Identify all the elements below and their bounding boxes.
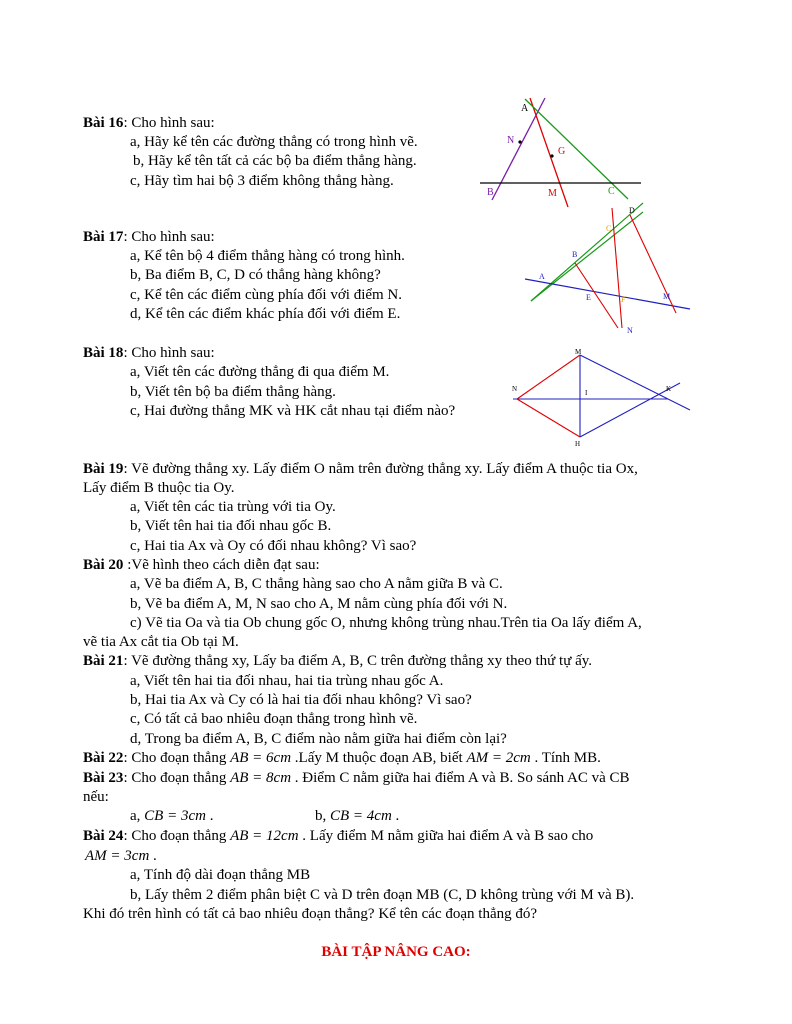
fig16-label-M: M (548, 188, 557, 199)
bai21-number: Bài 21 (83, 653, 124, 669)
fig16-label-C: C (608, 186, 615, 197)
fig16-label-N: N (507, 135, 515, 146)
bai20-question (83, 556, 320, 574)
bai19-line1 (83, 460, 638, 478)
bai23-part-b-math: CB = 4cm (330, 808, 392, 824)
bai23-question (83, 769, 630, 787)
bai21-part-c: c, Có tất cả bao nhiêu đoạn thẳng trong hình vẽ. (130, 711, 418, 727)
fig17-label-F: F (621, 295, 626, 304)
bai23-number: Bài 23 (83, 770, 124, 786)
bai22-math2: AM = 2cm (466, 750, 531, 766)
bai16-part-a: a, Hãy kể tên các đường thẳng có trong hình vẽ. (130, 134, 418, 150)
bai24-part-a: a, Tính độ dài đoạn thẳng MB (130, 867, 311, 883)
bai23-part-b (315, 807, 399, 825)
bai19-part-c: c, Hai tia Ax và Oy có đối nhau không? Vì sao? (130, 538, 417, 554)
bai22-text2: .Lấy M thuộc đoạn AB, biết (291, 750, 467, 766)
bai20-part-a: a, Vẽ ba điểm A, B, C thẳng hàng sao cho A nằm giữa B và C. (130, 576, 503, 592)
bai20-intro: :Vẽ hình theo cách diễn đạt sau: (123, 557, 320, 573)
fig17-label-A: A (539, 272, 545, 281)
bai20-number: Bài 20 (83, 557, 124, 573)
bai23-math1: AB = 8cm (230, 770, 292, 786)
fig17-label-N: N (627, 326, 633, 335)
bai22-text1: : Cho đoạn thẳng (123, 750, 231, 766)
bai23-part-b-label: b, (315, 808, 330, 824)
bai23-part-a-math: CB = 3cm (144, 808, 206, 824)
bai17-question (83, 228, 215, 246)
bai23-part-a (130, 807, 213, 825)
bai16-number: Bài 16 (83, 115, 124, 131)
bai23-part-b-end: . (391, 808, 400, 824)
bai21-intro: : Vẽ đường thẳng xy, Lấy ba điểm A, B, C trên đường thẳng xy theo thứ tự ấy. (123, 653, 593, 669)
bai24-question (83, 827, 593, 845)
bai24-math2: AM = 3cm (85, 848, 150, 864)
bai22-math1: AB = 6cm (230, 750, 292, 766)
fig17-label-B: B (572, 250, 578, 259)
bai23-text2: . Điểm C nằm giữa hai điểm A và B. So sánh AC và CB (291, 770, 630, 786)
bai16-question (83, 114, 215, 132)
bai22-number: Bài 22 (83, 750, 124, 766)
bai16-figure (475, 95, 650, 205)
bai24-math1: AB = 12cm (230, 828, 299, 844)
bai24-number: Bài 24 (83, 828, 124, 844)
bai24-text1: : Cho đoạn thẳng (123, 828, 231, 844)
fig16-label-A: A (521, 103, 529, 114)
bai17-intro: : Cho hình sau: (123, 229, 215, 245)
fig17-label-C: C (606, 224, 612, 233)
bai24-closing: Khi đó trên hình có tất cả bao nhiêu đoạn thẳng? Kể tên các đoạn thẳng đó? (83, 906, 538, 922)
bai21-part-b: b, Hai tia Ax và Cy có là hai tia đối nhau không? Vì sao? (130, 692, 472, 708)
bai21-question (83, 652, 592, 670)
bai23-line2: nếu: (83, 789, 109, 805)
bai24-text3: . (149, 848, 157, 864)
bai17-figure (518, 203, 698, 338)
bai16-part-b: b, Hãy kể tên tất cả các bộ ba điểm thẳng hàng. (133, 153, 417, 169)
bai23-part-a-label: a, (130, 808, 145, 824)
bai18-part-c: c, Hai đường thẳng MK và HK cắt nhau tại điểm nào? (130, 403, 456, 419)
fig17-label-D: D (629, 206, 635, 215)
bai22-text3: . Tính MB. (530, 750, 601, 766)
bai23-text1: : Cho đoạn thẳng (123, 770, 231, 786)
fig17-label-M: M (663, 292, 671, 301)
bai17-part-d: d, Kể tên các điểm khác phía đối với điểm E. (130, 306, 401, 322)
bai18-part-b: b, Viết tên bộ ba điểm thẳng hàng. (130, 384, 336, 400)
fig18-label-M: M (575, 348, 582, 356)
bai22-question (83, 749, 601, 767)
bai23-part-a-end: . (205, 808, 214, 824)
bai19-part-a: a, Viết tên các tia trùng với tia Oy. (130, 499, 336, 515)
bai17-part-b: b, Ba điểm B, C, D có thẳng hàng không? (130, 267, 381, 283)
bai20-part-b: b, Vẽ ba điểm A, M, N sao cho A, M nằm cùng phía đối với N. (130, 596, 508, 612)
bai24-part-b: b, Lấy thêm 2 điểm phân biệt C và D trên đoạn MB (C, D không trùng với M và B). (130, 887, 635, 903)
fig18-label-I: I (585, 389, 588, 397)
bai20-part-c-cont: vẽ tia Ax cắt tia Ob tại M. (83, 634, 239, 650)
bai17-number: Bài 17 (83, 229, 124, 245)
bai19-line2: Lấy điểm B thuộc tia Oy. (83, 480, 235, 496)
bai18-figure (505, 345, 695, 450)
fig18-label-N: N (512, 385, 518, 393)
bai16-intro: : Cho hình sau: (123, 115, 215, 131)
bai17-part-c: c, Kể tên các điểm cùng phía đối với điểm N. (130, 287, 403, 303)
fig18-label-K: K (666, 385, 672, 393)
fig16-label-G: G (558, 146, 566, 157)
bai21-part-d: d, Trong ba điểm A, B, C điểm nào nằm giữa hai điểm còn lại? (130, 731, 507, 747)
bai21-part-a: a, Viết tên hai tia đối nhau, hai tia trùng nhau gốc A. (130, 673, 444, 689)
bai19-part-b: b, Viết tên hai tia đối nhau gốc B. (130, 518, 332, 534)
bai17-part-a: a, Kể tên bộ 4 điểm thẳng hàng có trong hình. (130, 248, 405, 264)
bai19-text1: : Vẽ đường thẳng xy. Lấy điểm O nằm trên đường thẳng xy. Lấy điểm A thuộc tia Ox, (123, 461, 638, 477)
bai20-part-c: c) Vẽ tia Oa và tia Ob chung gốc O, nhưng không trùng nhau.Trên tia Oa lấy điểm A, (130, 615, 642, 631)
bai24-text2: . Lấy điểm M nằm giữa hai điểm A và B sao cho (298, 828, 594, 844)
fig18-label-H: H (575, 440, 581, 448)
bai18-part-a: a, Viết tên các đường thẳng đi qua điểm M. (130, 364, 390, 380)
bai16-part-c: c, Hãy tìm hai bộ 3 điểm không thẳng hàng. (130, 173, 394, 189)
fig16-label-B: B (487, 187, 494, 198)
advanced-exercises-heading: BÀI TẬP NÂNG CAO: (321, 944, 471, 960)
fig17-label-E: E (586, 293, 591, 302)
bai18-number: Bài 18 (83, 345, 124, 361)
bai24-line2 (85, 847, 157, 865)
bai18-question (83, 344, 215, 362)
bai18-intro: : Cho hình sau: (123, 345, 215, 361)
bai19-number: Bài 19 (83, 461, 124, 477)
